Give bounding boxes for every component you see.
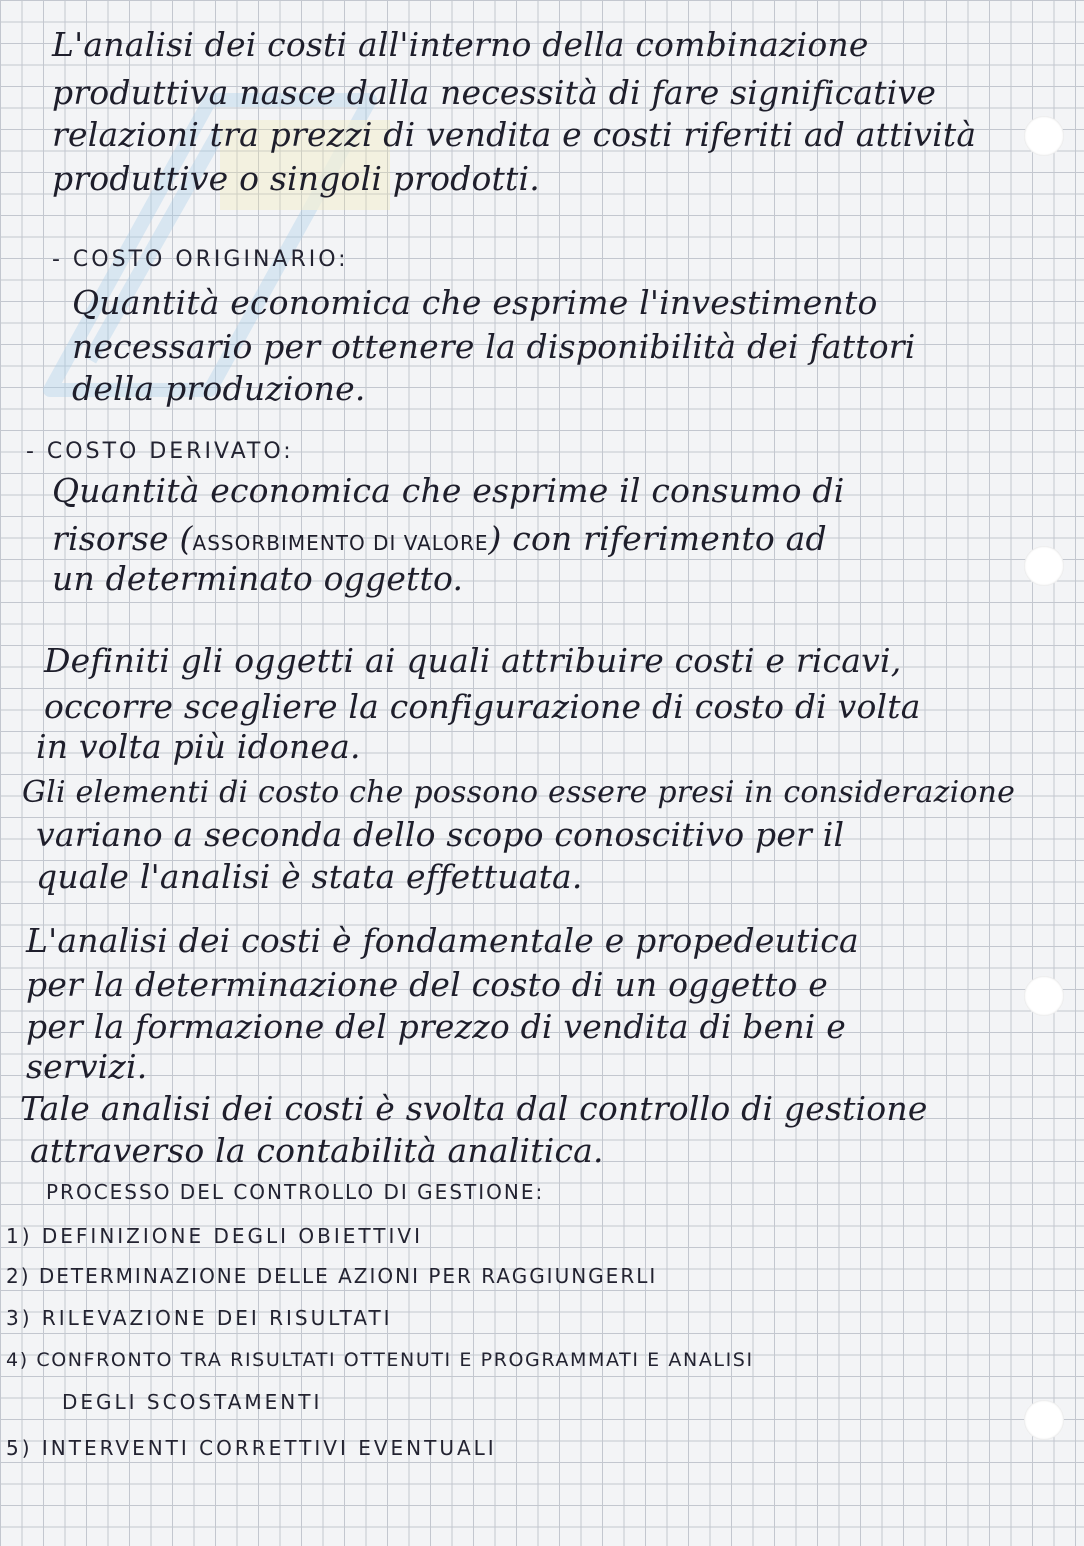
tale-line-2: attraverso la contabilità analitica. [30,1131,604,1170]
costo-derivato-line-2-start: risorse ( [52,519,193,558]
analisi-line-1: L'analisi dei costi è fondamentale e propedeutica [26,921,859,960]
processo-item-2: 2) DETERMINAZIONE DELLE AZIONI PER RAGGIUNGERLI [6,1264,658,1288]
analisi-line-2: per la determinazione del costo di un oggetto e [26,965,828,1004]
costo-originario-heading: - COSTO ORIGINARIO: [52,247,349,272]
definiti-line-3: in volta più idonea. [36,727,361,766]
elementi-line-1: Gli elementi di costo che possono essere presi in considerazione [22,775,1016,810]
analisi-line-3: per la formazione del prezzo di vendita di beni e [26,1007,846,1046]
punch-hole-4 [1024,1400,1064,1440]
tale-line-1: Tale analisi dei costi è svolta dal controllo di gestione [20,1089,928,1128]
intro-line-4: produttive o singoli prodotti. [52,159,540,198]
punch-hole-2 [1024,546,1064,586]
costo-originario-line-1: Quantità economica che esprime l'investimento [72,283,878,322]
processo-item-3: 3) RILEVAZIONE DEI RISULTATI [6,1306,393,1330]
processo-item-1: 1) DEFINIZIONE DEGLI OBIETTIVI [6,1224,423,1248]
punch-hole-1 [1024,116,1064,156]
elementi-line-3: quale l'analisi è stata effettuata. [36,857,583,896]
punch-hole-3 [1024,976,1064,1016]
processo-heading: PROCESSO DEL CONTROLLO DI GESTIONE: [46,1180,545,1204]
costo-derivato-line-3: un determinato oggetto. [52,559,464,598]
costo-derivato-assorbimento: ASSORBIMENTO DI VALORE [192,531,489,555]
processo-item-4-continued: DEGLI SCOSTAMENTI [62,1390,323,1414]
intro-line-1: L'analisi dei costi all'interno della combinazione [52,25,869,64]
costo-derivato-line-1: Quantità economica che esprime il consumo di [52,471,845,510]
definiti-line-1: Definiti gli oggetti ai quali attribuire costi e ricavi, [44,641,902,680]
processo-item-4: 4) CONFRONTO TRA RISULTATI OTTENUTI E PROGRAMMATI E ANALISI [6,1349,754,1371]
costo-originario-line-3: della produzione. [72,369,366,408]
analisi-line-4: servizi. [26,1047,148,1086]
costo-derivato-heading: - COSTO DERIVATO: [26,439,294,464]
costo-derivato-line-2-end: ) con riferimento ad [488,519,827,558]
costo-originario-line-2: necessario per ottenere la disponibilità dei fattori [72,327,916,366]
elementi-line-2: variano a seconda dello scopo conoscitivo per il [36,815,845,854]
processo-item-5: 5) INTERVENTI CORRETTIVI EVENTUALI [6,1436,497,1460]
intro-line-2: produttiva nasce dalla necessità di fare significative [52,73,937,112]
intro-line-3: relazioni tra prezzi di vendita e costi riferiti ad attività [52,115,977,154]
definiti-line-2: occorre scegliere la configurazione di costo di volta [44,687,921,726]
